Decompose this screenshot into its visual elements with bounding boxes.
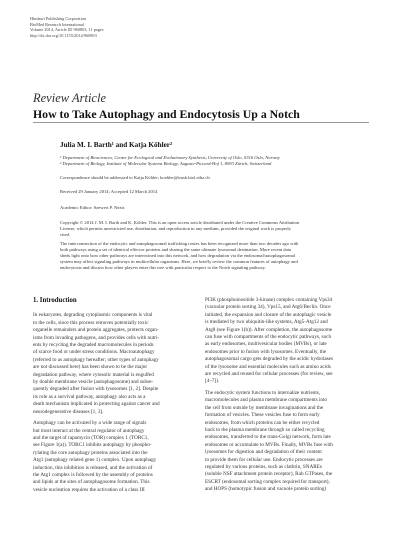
text-line: Atg1 (autophagy related gene 1) complex. Upon autophagy (33, 457, 157, 464)
text-line: is mediated by two ubiquitin-like systems, Atg5-Atg12 and (205, 319, 328, 326)
text-line: formation of vesicles. These vesicles fuse to form early (205, 412, 320, 419)
received-dates (60, 189, 157, 195)
text-line: (vacuolar protein sorting 34), Vps15, and Atg6/Beclin. Once (205, 304, 331, 311)
text-line: degradation pathway, where cytosolic material is engulfed (33, 371, 154, 378)
text-line: rylating the core autophagy proteins associated into the (33, 449, 148, 456)
text-line: of scarce food or under stress conditions. Macroautophagy (33, 349, 155, 356)
text-line: lysosomes for digestion and degradation of their content (205, 449, 322, 456)
text-line: back to the plasma membrane through so called recycling (205, 426, 325, 433)
abstract-line: both pathways using a set of identical effector proteins and sharing the same ultimate lysosomal destination. More recent data (60, 247, 291, 252)
abstract-line: The interconnection of the endocytic and autophagosomal trafficking routes has been recognized more than two decades ago with (60, 241, 299, 246)
paper-title: How to Take Autophagy and Endocytosis Up a Notch (33, 107, 300, 121)
abstract-line: endocytosis and discuss how other players enter this tree with particular respect to the Notch signaling pathway. (60, 265, 266, 270)
abstract-line: sheds light onto how other pathways are intertwined into this network, and how degradation via the endosomal/autophagosomal (60, 253, 296, 258)
copyright-notice (60, 220, 372, 238)
paragraph-1 (33, 312, 192, 416)
text-line: (referred to as autophagy hereafter; other types of autophagy (33, 356, 159, 363)
text-line: Atg8 (see Figure 1(b)). After completion, the autophagosome (205, 326, 333, 333)
copyright-line: cited. (60, 232, 71, 237)
paragraph-3 (205, 297, 364, 386)
text-line: to the cells, since this process removes potentially toxic (33, 319, 149, 326)
text-line: endosomes or accumulate to MVBs. Finally, MVBs fuse with (205, 441, 333, 448)
text-line: ESCRT (endosomal sorting complex required for transport), (205, 478, 330, 485)
affiliations (60, 155, 380, 167)
text-line: induction, this inhibition is released, and the activation of (33, 464, 153, 471)
affiliation-2: ² Department of Biology, Institute of Molecular Systems Biology, Auguste-Piccard-Hof 1, 8093 Zürich, Switzerland (60, 161, 272, 167)
academic-editor: Academic Editor: Szeweri P. Nezis (60, 205, 125, 210)
text-line: its role as a survival pathway, autophagy also acts as a (33, 393, 146, 400)
text-line: by double membrane vesicle (autophagosome) and subse- (33, 379, 154, 386)
text-line: as early endosomes, multivesicular bodies (MVBs), or late (205, 341, 327, 348)
text-line: are recycled and reused for cellular processes (for review, see (205, 371, 333, 378)
text-line: initiated, the expansion and closure of the autophagic vesicle (205, 311, 332, 318)
text-line: the cell from outside by membrane invaginations and the (205, 404, 324, 411)
text-line: macromolecules and plasma membrane compartments into (205, 397, 328, 404)
text-line: and lipids at the sites of autophagosome formation. This (33, 479, 150, 486)
body-column-right (205, 297, 364, 494)
text-line: endosomes, transferred to the trans-Golgi network, form late (205, 434, 331, 441)
text-line: the Atg1 complex is followed by the assembly of proteins (33, 471, 153, 478)
journal-name: BioMed Research International (30, 21, 84, 27)
journal-doi-link[interactable]: http://dx.doi.org/10.1155/2014/960803 (30, 32, 97, 38)
received-accepted: Received 29 January 2014; Accepted 12 March 2014 (60, 189, 158, 194)
article-type: Review Article (33, 91, 107, 105)
text-line: regulated by various proteins, such as clathrin, SNAREs (205, 463, 322, 470)
title-rule (33, 122, 369, 123)
abstract-line: system may affect signaling pathways in multicellular organisms. Here, we briefly review the common features of autophagy and (60, 259, 298, 264)
text-line: death mechanism implicated in protecting against cancer and (33, 401, 160, 408)
journal-volume: Volume 2014, Article ID 960803, 11 pages (30, 27, 104, 33)
text-line: In eukaryotes, degrading cytoplasmic components is vital (33, 312, 153, 319)
abstract (60, 241, 372, 271)
text-line: and the target of rapamycin (TOR) complex 1 (TORC1, (33, 434, 149, 441)
journal-header (30, 16, 230, 38)
text-line: and HOPS (homotypic fusion and vacuole protein sorting) (205, 486, 327, 493)
text-line: PI3K (phosphoinositide 3-kinase) complex containing Vps34 (205, 297, 333, 303)
text-line: (soluble NSF attachment protein receptor), Rab GTPases, the (205, 471, 333, 478)
text-line: can fuse with compartments of the endocytic pathways, such (205, 334, 332, 341)
affiliation-1: ¹ Department of Biosciences, Centre for Ecological and Evolutionary Synthesis, University of Oslo, 0316 Oslo, Norway (60, 155, 280, 160)
text-line: are not discussed here) has been shown to be the major (33, 364, 148, 371)
paragraph-2 (33, 420, 192, 494)
text-line: The endocytic system functions to internalize nutrients, (205, 389, 321, 396)
text-line: ents by recycling the degraded macromolecules in periods (33, 342, 154, 349)
text-line: Autophagy can be activated by a wide range of signals (33, 420, 147, 427)
body-column-left (33, 297, 192, 494)
text-line: [4–7]). (205, 378, 220, 385)
journal-publisher: Hindawi Publishing Corporation (30, 16, 87, 21)
text-line: autophagosomal cargo gets degraded by the acidic hydrolases (205, 356, 333, 363)
text-line: to provide them for cellular use. Endocytic processes are (205, 456, 323, 463)
text-line: endosomes, from which proteins can be either recycled (205, 419, 320, 426)
copyright-line: License, which permits unrestricted use, distribution, and reproduction in any medium, provided the original work is properly (60, 226, 291, 231)
text-line: but most interact at the central regulator of autophagy (33, 427, 145, 434)
text-line: endosomes prior to fusion with lysosomes. Eventually, the (205, 348, 327, 355)
text-line: organelle remainders and protein aggregates, protects organ- (33, 327, 159, 334)
author-list: Julia M. I. Barth¹ and Katja Köhler² (60, 141, 173, 149)
correspondence: Correspondence should be addressed to Katja Köhler; koehler@imsb.biol.ethz.ch (60, 175, 210, 180)
text-line: neurodegenerative diseases [1, 3]. (33, 408, 104, 415)
text-line: of the lysosome and essential molecules such as amino acids (205, 363, 331, 370)
text-line: quently degraded after fusion with lysosomes [1, 2]. Despite (33, 386, 159, 393)
section-heading-introduction: 1. Introduction (33, 297, 77, 304)
text-line: see Figure 1(a)). TORC1 inhibits autophagy by phospho- (33, 442, 152, 449)
text-line: isms from invading pathogens, and provides cells with nutri- (33, 334, 160, 341)
copyright-line: Copyright © 2014 J. M. I. Barth and K. Köhler. This is an open access article distributed under the Creative Commons Attribution (60, 220, 300, 225)
paragraph-4 (205, 390, 364, 494)
text-line: vesicle nucleation requires the activation of a class III (33, 486, 145, 493)
